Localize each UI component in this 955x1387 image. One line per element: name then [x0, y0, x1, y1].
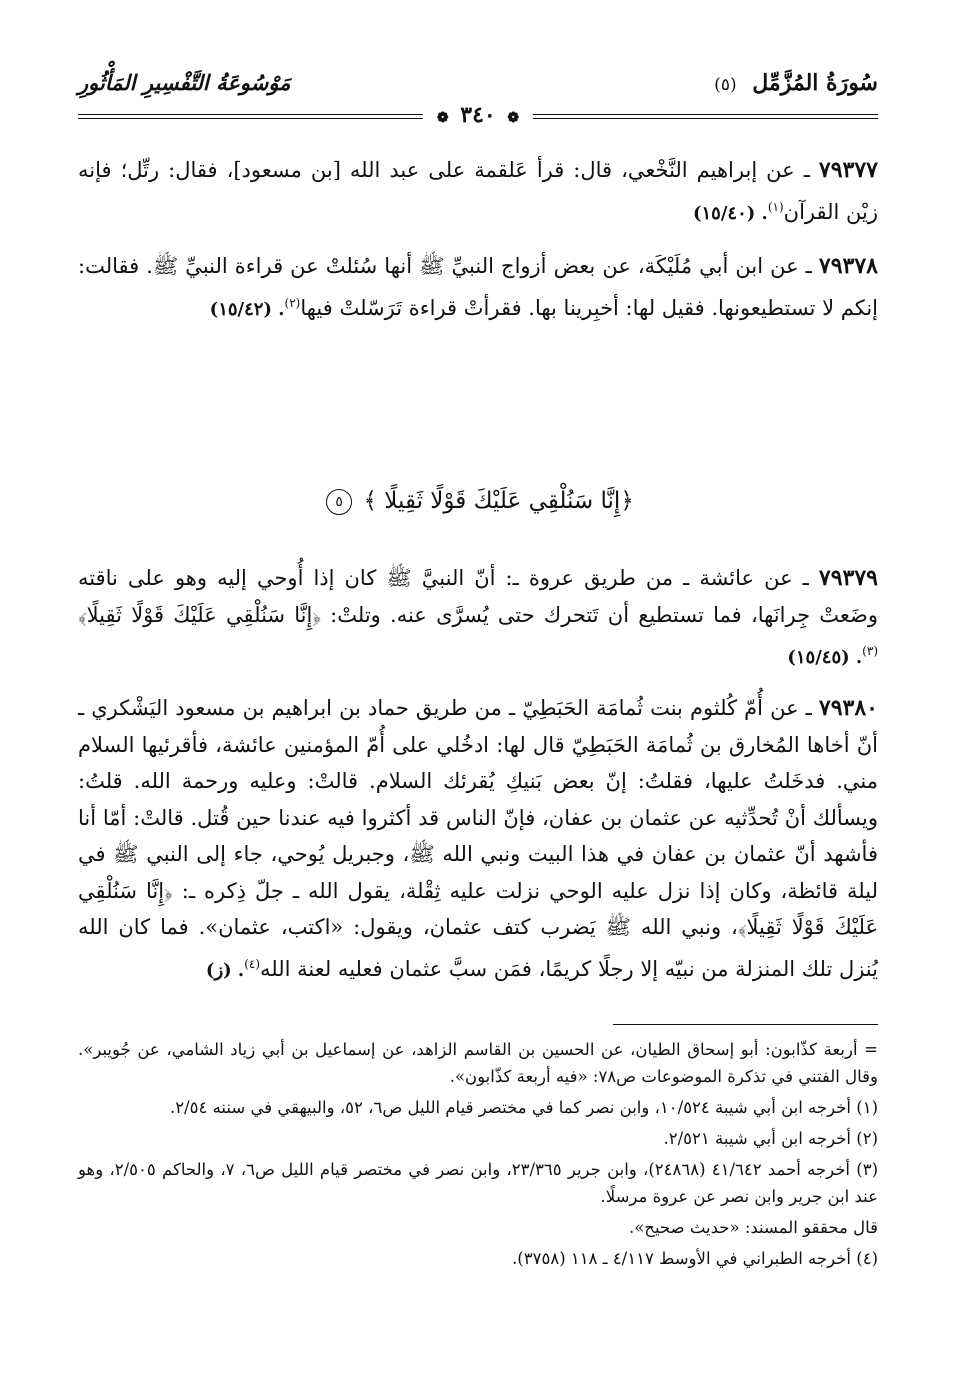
footnote-separator — [613, 1024, 878, 1025]
footnote-marker: (١) — [767, 199, 784, 214]
entry-number: ٧٩٣٨٠ — [818, 695, 878, 721]
verse-reference: (٥) — [714, 75, 737, 95]
header-rule — [78, 102, 878, 128]
page-header — [78, 70, 878, 128]
entry-reference: . (١٥/٤٠) — [692, 202, 768, 224]
entry-number: ٧٩٣٧٨ — [818, 253, 878, 279]
footnote-marker: (٣) — [862, 644, 878, 658]
footnote-continuation: = أربعة كذّابون: أبو إسحاق الطيان، عن الحسين بن القاسم الزاهد، عن إسماعيل بن أبي زياد الشامي، عن جُويبر». وقال الفتني في تذكرة الموضوعات ص٧٨: «فيه أربعة كذّابون». — [78, 1040, 878, 1086]
entry-79379 — [78, 560, 878, 677]
book-title: مَوْسُوعَةُ التَّفْسِيرِ المَأْثُورِ — [78, 70, 291, 95]
entry-text: ـ عن ابن أبي مُلَيْكَة، عن بعض أزواج النبيِّ ﷺ أنها سُئلتْ عن قراءة النبيِّ ﷺ. فقالت: إنكم لا تستطيعونها. فقيل لها: أخبِرينا بها. فقرأتْ قراءة تَرَسّلتْ فيها — [78, 254, 878, 320]
entry-79377 — [78, 152, 878, 232]
footnote-1: (١) أخرجه ابن أبي شيبة ١٠/٥٢٤، وابن نصر كما في مختصر قيام الليل ص٦، ٥٢، والبيهقي في سننه ٢/٥٤. — [169, 1098, 878, 1117]
footnote-3: (٣) أخرجه أحمد ٤١/٦٤٢ (٢٤٨٦٨)، وابن جرير ٢٣/٣٦٥، وابن نصر في مختصر قيام الليل ص٦، ٧، والحاكم ٢/٥٠٥، وهو عند ابن جرير وابن نصر عن عروة مرسلًا. — [78, 1160, 878, 1206]
page-number-value: ٣٤٠ — [460, 102, 496, 128]
verse-number-medallion: ٥ — [326, 489, 352, 515]
page-number — [423, 102, 533, 128]
footnote-marker: (٢) — [284, 295, 301, 310]
entry-79380 — [78, 690, 878, 989]
entry-text: ـ عن أُمّ كُلثوم بنت ثُمامَة الحَبَطِيّ ـ من طريق حماد بن ابراهيم بن مسعود اليَشْكري ـ أنّ أخاها المُخارق بن ثُمامَة الحَبَطِيّ قال لها: ادخُلي على أُمّ المؤمنين عائشة، فأقرئيها السلام مني. فدخَلتُ عليها، فقلتُ: إنّ بعض بَنيكِ يُقرئك السلام. قالتْ: وعليه ورحمة الله. قلتُ: ويسألك أنْ تُحدِّثيه عن عثمان بن عفان، فإنّ الناس قد أكثروا فيه عندنا حين قُتل. قالتْ: أمّا أنا فأشهد أنّ عثمان بن عفان في هذا البيت ونبي الله ﷺ، وجبريل يُوحي، جاء إلى النبي ﷺ في ليلة قائظة، وكان إذا نزل عليه الوحي نزلت عليه ثِقْلة، يقول الله ـ جلّ ذِكره ـ: ﴿إِنَّا سَنُلْقِي عَلَيْكَ قَوْلًا ثَقِيلًا﴾، ونبي الله ﷺ يَضرب كتف عثمان، ويقول: «اكتب، عثمان». فما كان الله يُنزل تلك المنزلة من نبيّه إلا رجلًا كريمًا، فمَن سبَّ عثمان فعليه لعنة الله — [78, 696, 878, 981]
entry-79378 — [78, 248, 878, 328]
surah-title — [714, 70, 878, 96]
footnote-3-note: قال محققو المسند: «حديث صحيح». — [628, 1218, 878, 1237]
footnote-2: (٢) أخرجه ابن أبي شيبة ٢/٥٢١. — [663, 1129, 878, 1148]
entry-reference: . (ز) — [205, 959, 245, 981]
verse-text: ﴿إِنَّا سَنُلْقِي عَلَيْكَ قَوْلًا ثَقِيلًا ﴾ — [363, 488, 634, 514]
footnotes — [78, 1036, 878, 1276]
document-page — [78, 70, 878, 1370]
ornament-icon: ❁ — [436, 110, 449, 126]
footnote-4: (٤) أخرجه الطبراني في الأوسط ٤/١١٧ ـ ١١٨ (٣٧٥٨). — [512, 1249, 878, 1268]
footnote-marker: (٤) — [244, 956, 261, 971]
ornament-icon: ❁ — [507, 110, 520, 126]
entry-reference: . (١٥/٤٥) — [787, 647, 863, 668]
entry-text: ـ عن إبراهيم النَّخْعي، قال: قرأ عَلقمة على عبد الله [بن مسعود]، فقال: رتِّل؛ فإنه زيْن القرآن — [78, 158, 878, 224]
entry-number: ٧٩٣٧٩ — [818, 565, 878, 591]
quran-verse-heading — [78, 488, 878, 515]
entry-text: ـ عن عائشة ـ من طريق عروة ـ: أنّ النبيَّ ﷺ كان إذا أُوحي إليه وهو على ناقته وضَعتْ جِرانَها، فما تستطيع أن تَتحرك حتى يُسرَّى عنه. وتلتْ: ﴿إِنَّا سَنُلْقِي عَلَيْكَ قَوْلًا ثَقِيلًا﴾ — [78, 566, 878, 627]
surah-name: سُورَةُ المُزَّمِّل — [752, 70, 878, 96]
entry-reference: . (١٥/٤٢) — [209, 298, 285, 320]
entry-number: ٧٩٣٧٧ — [818, 157, 878, 183]
